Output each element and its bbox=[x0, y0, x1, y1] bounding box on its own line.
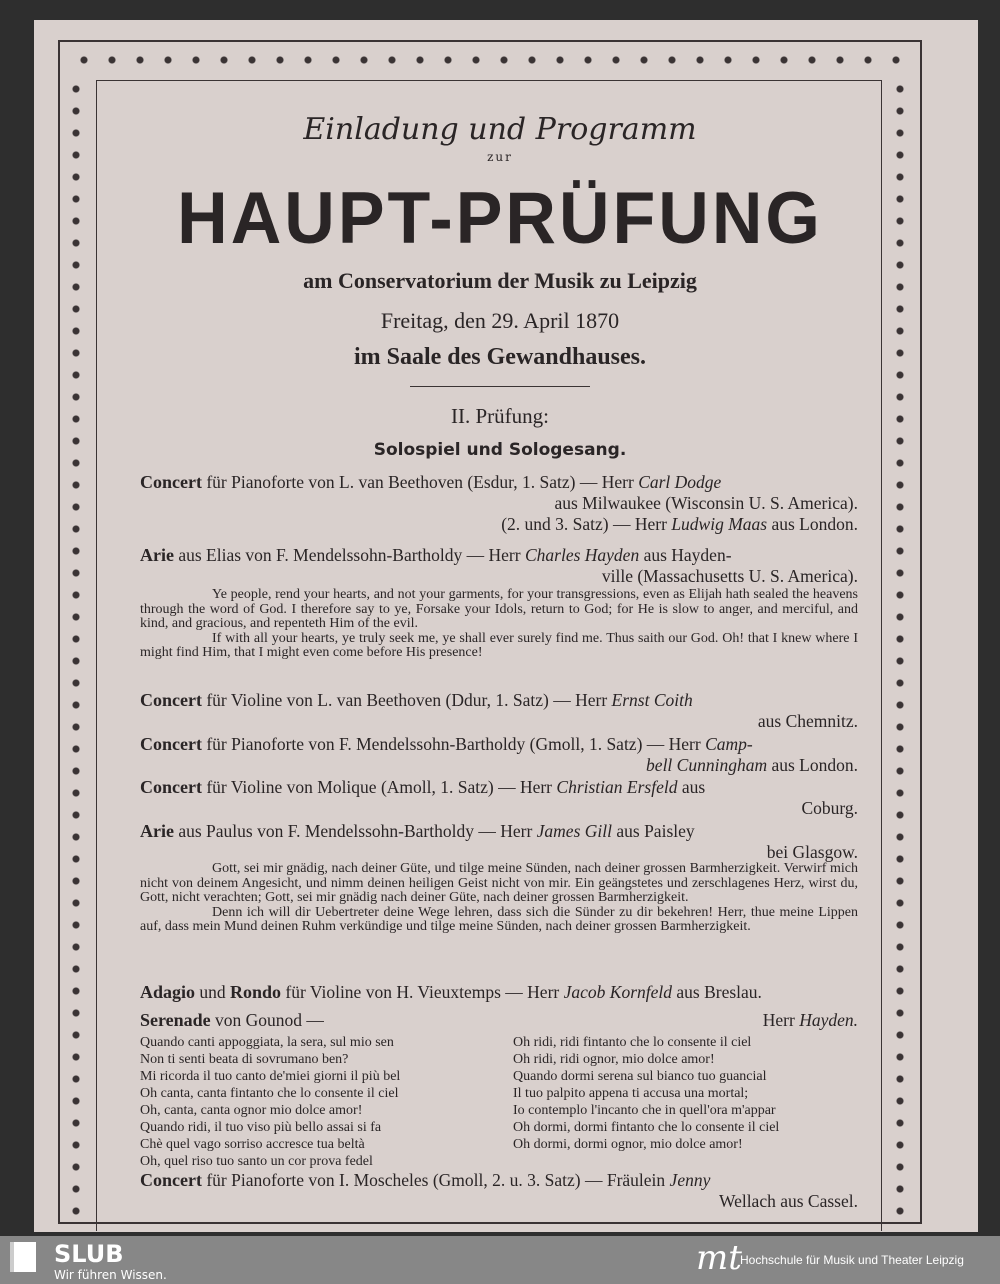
slub-book-icon bbox=[10, 1242, 36, 1272]
heading-invitation: Einladung und Programm bbox=[303, 112, 697, 147]
elias-text: Ye people, rend your hearts, and not your garments, for your transgressions, even as Elijah hath sealed the heavens through the word of God. I therefore say to ye, Forsake your Idols, return to God; for He is slow to anger, and merciful, and kind, and gracious, and repenteth Him of the evil. If with all your hearts, ye truly seek me, ye shall ever surely find me. Thus saith our God. Oh! that I knew where I might find Him, that I might even come before His presence! bbox=[140, 587, 858, 660]
program-item: Concert für Pianoforte von L. van Beethoven (Esdur, 1. Satz) — Herr Carl Dodge aus Milwaukee (Wisconsin U. S. America). bbox=[140, 472, 858, 513]
heading-zur: zur bbox=[487, 150, 513, 164]
program-item: (2. und 3. Satz) — Herr Ludwig Maas aus London. bbox=[501, 514, 858, 534]
hmt-name[interactable]: Hochschule für Musik und Theater Leipzig bbox=[740, 1253, 964, 1267]
program-item: Concert für Pianoforte von I. Moscheles (Gmoll, 2. u. 3. Satz) — Fräulein Jenny Wellach aus Cassel. bbox=[140, 1170, 858, 1211]
border-ornament-top bbox=[70, 48, 906, 72]
slub-tagline: Wir führen Wissen. bbox=[54, 1268, 167, 1282]
border-ornament-right bbox=[888, 78, 912, 1218]
page-title: HAUPT-PRÜFUNG bbox=[177, 177, 823, 259]
subsection-title: Solospiel und Sologesang. bbox=[373, 440, 627, 460]
section-title: II. Prüfung: bbox=[451, 404, 549, 428]
program-item: Concert für Violine von L. van Beethoven (Ddur, 1. Satz) — Herr Ernst Coith aus Chemnitz. bbox=[140, 690, 858, 731]
serenade-right-column: Oh ridi, ridi fintanto che lo consente il ciel Oh ridi, ridi ognor, mio dolce amor! Quando dormi serena sul bianco tuo guancial Il tuo palpito appena ti accusa una mortal; Io contemplo l'incanto che in quell'ora m'appar Oh dormi, dormi fintanto che lo consente il ciel Oh dormi, dormi ognor, mio dolce amor! bbox=[513, 1035, 780, 1152]
institution: am Conservatorium der Musik zu Leipzig bbox=[303, 268, 697, 293]
footer-bar bbox=[0, 1236, 1000, 1284]
program-item: Arie aus Paulus von F. Mendelssohn-Bartholdy — Herr James Gill aus Paisley bei Glasgow. bbox=[140, 821, 858, 862]
program-item: Concert für Violine von Molique (Amoll, 1. Satz) — Herr Christian Ersfeld aus Coburg. bbox=[140, 777, 858, 818]
program-item: Concert für Pianoforte von F. Mendelssohn-Bartholdy (Gmoll, 1. Satz) — Herr Camp- bell Cunningham aus London. bbox=[140, 734, 858, 775]
slub-logo[interactable]: SLUB bbox=[54, 1240, 124, 1268]
program-item: Serenade von Gounod — Herr Hayden. bbox=[140, 1010, 858, 1030]
program-item: Adagio und Rondo für Violine von H. Vieuxtemps — Herr Jacob Kornfeld aus Breslau. bbox=[140, 982, 762, 1002]
program-item: Arie aus Elias von F. Mendelssohn-Bartholdy — Herr Charles Hayden aus Hayden- ville (Massachusetts U. S. America). bbox=[140, 545, 858, 586]
hmt-logo-icon: mt bbox=[696, 1238, 742, 1278]
serenade-left-column: Quando canti appoggiata, la sera, sul mio sen Non ti senti beata di sovrumano ben? Mi ricorda il tuo canto de'miei giorni il più bel Oh canta, canta fintanto che lo consente il ciel Oh, canta, canta ognor mio dolce amor! Quando ridi, il tuo viso più bello assai si fa Chè quel vago sorriso accresce tua beltà Oh, quel riso tuo santo un cor prova fedel bbox=[140, 1035, 401, 1169]
date: Freitag, den 29. April 1870 bbox=[380, 308, 620, 333]
paulus-text: Gott, sei mir gnädig, nach deiner Güte, und tilge meine Sünden, nach deiner grossen Barmherzigkeit. Verwirf mich nicht von deinem Angesicht, und nimm deinen heiligen Geist nicht von mir. Ein geängstetes und zerschlagenes Herz, wirst du, Gott, nicht verachten; Gott, sei mir gnädig nach deiner Güte, nach deiner grossen Barmherzigkeit. Denn ich will dir Uebertreter deine Wege lehren, dass sich die Sünder zu dir bekehren! Herr, thue meine Lippen auf, dass mein Mund deinen Ruhm verkündige und tilge meine Sünden, nach deiner grossen Barmherzigkeit. bbox=[140, 861, 858, 934]
border-ornament-left bbox=[64, 78, 88, 1218]
divider bbox=[410, 386, 590, 387]
venue: im Saale des Gewandhauses. bbox=[353, 344, 647, 370]
